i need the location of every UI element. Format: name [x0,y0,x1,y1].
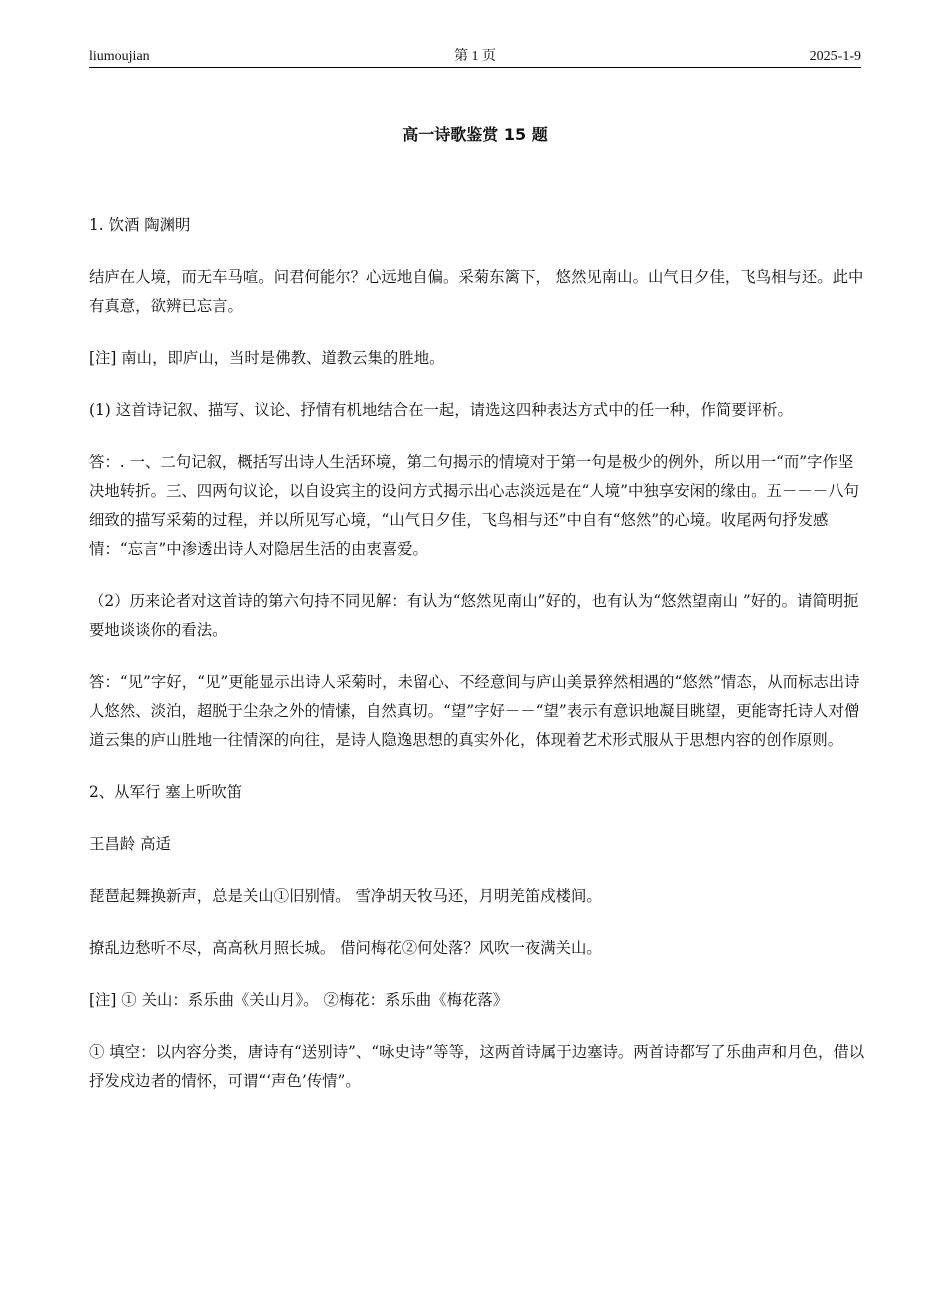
page-header [89,48,861,68]
poem-2-heading: 2、从军行 塞上听吹笛 [89,783,243,801]
poem-1-text: 结庐在人境，而无车马喧。问君何能尔？心远地自偏。采菊东篱下， 悠然见南山。山气日夕佳，飞鸟相与还。此中有真意，欲辨已忘言。 [89,268,864,315]
poem-2-authors: 王昌龄 高适 [89,835,171,853]
header-date: 2025-1-9 [809,49,861,64]
header-author: liumoujian [89,49,150,64]
answer-1-1: 答：. 一、二句记叙，概括写出诗人生活环境，第二句揭示的情境对于第一句是极少的例外，所以用一“而”字作坚决地转折。三、四两句议论，以自设宾主的设问方式揭示出心志淡远是在“人境”中独享安闲的缘由。五－－－八句细致的描写采菊的过程，并以所见写心境，“山气日夕佳，飞鸟相与还”中自有“悠然”的心境。收尾两句抒发感情：“忘言”中渗透出诗人对隐居生活的由衷喜爱。 [89,453,859,558]
poem-1-heading: 1. 饮酒 陶渊明 [89,216,191,234]
document-body [89,211,865,1119]
poem-2-line-1: 琵琶起舞换新声，总是关山①旧别情。 雪净胡天牧马还，月明羌笛戍楼间。 [89,887,602,905]
document-title: 高一诗歌鉴赏 15 题 [402,125,548,144]
poem-2-line-2: 撩乱边愁听不尽，高高秋月照长城。 借问梅花②何处落？风吹一夜满关山。 [89,939,602,957]
question-1-1: (1) 这首诗记叙、描写、议论、抒情有机地结合在一起，请选这四种表达方式中的任一种，作简要评析。 [89,401,793,419]
poem-2-note: [注] ① 关山：系乐曲《关山月》。 ②梅花：系乐曲《梅花落》 [89,991,509,1009]
question-1-2: （2）历来论者对这首诗的第六句持不同见解：有认为“悠然见南山”好的，也有认为“悠然望南山 ”好的。请简明扼要地谈谈你的看法。 [89,592,859,639]
answer-1-2: 答：“见”字好，“见”更能显示出诗人采菊时，未留心、不经意间与庐山美景猝然相遇的“悠然”情态，从而标志出诗人悠然、淡泊，超脱于尘杂之外的情愫，自然真切。“望”字好－－“望”表示有意识地凝目眺望，更能寄托诗人对僧道云集的庐山胜地一往情深的向往，是诗人隐逸思想的真实外化，体现着艺术形式服从于思想内容的创作原则。 [89,673,860,749]
question-2-1: ① 填空：以内容分类，唐诗有“送别诗”、“咏史诗”等等，这两首诗属于边塞诗。两首诗都写了乐曲声和月色，借以抒发戍边者的情怀，可谓“‘声色’传情”。 [89,1043,865,1090]
poem-1-note: [注] 南山，即庐山，当时是佛教、道教云集的胜地。 [89,349,445,367]
header-page-number: 第 1 页 [454,49,496,64]
